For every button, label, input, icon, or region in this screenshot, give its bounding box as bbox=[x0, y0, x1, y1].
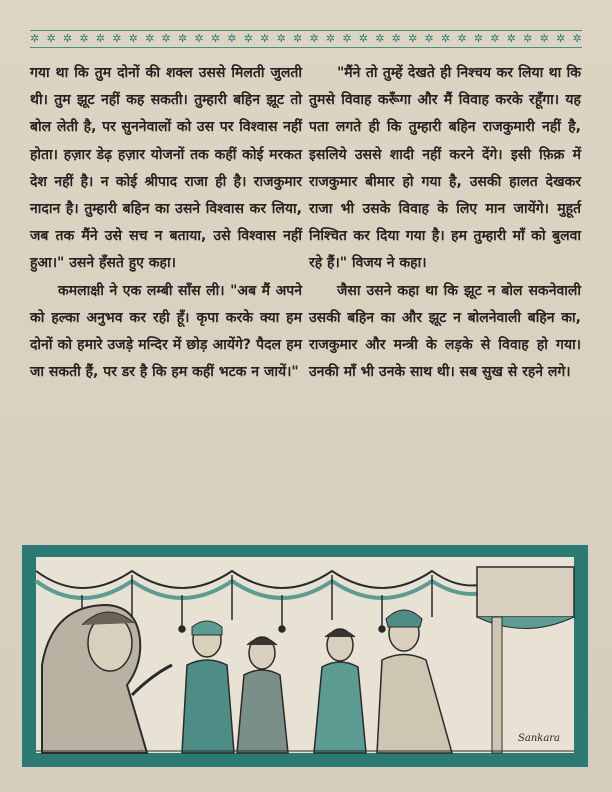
border-ornament: ✲ bbox=[276, 32, 286, 45]
border-ornament: ✲ bbox=[391, 32, 401, 45]
border-ornament: ✲ bbox=[325, 32, 336, 45]
border-ornament: ✲ bbox=[375, 32, 385, 45]
story-paragraph: जैसा उसने कहा था कि झूट न बोल सकनेवाली उसकी बहिन का और झूट न बोलनेवाली बहिन का, राजकुमार और मन्त्री के लड़के से विवाह हो गया। उनकी माँ भी उनके साथ थी। सब सुख से रहने लगे। bbox=[309, 282, 581, 381]
border-ornament: ✲ bbox=[112, 32, 122, 45]
illustration-drawing bbox=[22, 545, 588, 767]
border-ornament: ✲ bbox=[161, 32, 171, 45]
border-ornament: ✲ bbox=[572, 32, 582, 45]
border-ornament: ✲ bbox=[128, 32, 138, 45]
left-text-column bbox=[30, 60, 302, 530]
border-ornament: ✲ bbox=[440, 32, 451, 45]
border-ornament: ✲ bbox=[79, 32, 89, 45]
border-ornament: ✲ bbox=[408, 32, 418, 45]
border-ornament: ✲ bbox=[506, 32, 516, 45]
border-ornament: ✲ bbox=[260, 32, 270, 45]
border-ornament: ✲ bbox=[227, 32, 237, 45]
border-ornament: ✲ bbox=[490, 32, 500, 45]
border-ornament: ✲ bbox=[243, 32, 253, 45]
border-ornament: ✲ bbox=[523, 32, 533, 45]
border-ornament: ✲ bbox=[46, 32, 56, 45]
border-ornament: ✲ bbox=[556, 32, 566, 45]
border-ornament: ✲ bbox=[293, 32, 303, 45]
border-ornament: ✲ bbox=[473, 32, 484, 45]
right-text-column bbox=[309, 60, 581, 530]
story-paragraph: गया था कि तुम दोनों की शक्ल उससे मिलती जुलती थी। तुम झूट नहीं कह सकती। तुम्हारी बहिन झूट तो बोल लेती है, पर सुननेवालों को उस पर विश्वास नहीं होता। हज़ार डेढ़ हज़ार योजनों तक कहीं कोई मरकत देश नहीं है। न कोई श्रीपाद राजा ही है। राजकुमार नादान है। तुम्हारी बहिन का उसने विश्वास कर लिया, जब तक मैंने उसे सच न बताया, उसे विश्वास नहीं हुआ।" उसने हँसते हुए कहा। bbox=[30, 65, 302, 272]
border-ornament: ✲ bbox=[358, 32, 368, 45]
border-ornament: ✲ bbox=[95, 32, 105, 45]
border-ornament: ✲ bbox=[539, 32, 549, 45]
border-ornament: ✲ bbox=[30, 32, 40, 45]
border-ornament: ✲ bbox=[342, 32, 352, 45]
border-ornament: ✲ bbox=[457, 32, 467, 45]
border-ornament: ✲ bbox=[177, 32, 188, 45]
border-ornament: ✲ bbox=[194, 32, 204, 45]
artist-signature: Sankara bbox=[518, 733, 561, 744]
story-paragraph: कमलाक्षी ने एक लम्बी साँस ली। "अब मैं अपने को हल्का अनुभव कर रही हूँ। कृपा करके क्या हम दोनों को हमारे उजड़े मन्दिर में छोड़ आयेंगे? पैदल हम जा सकती हैं, पर डर है कि हम कहीं भटक न जायें।" bbox=[30, 282, 302, 381]
wedding-illustration bbox=[22, 545, 588, 767]
border-ornament: ✲ bbox=[62, 32, 73, 45]
story-paragraph: "मैंने तो तुम्हें देखते ही निश्चय कर लिया था कि तुमसे विवाह करूँगा और मैं विवाह करके रहूँगा। यह पता लगते ही कि तुम्हारी बहिन राजकुमारी नहीं है, इसलिये उससे शादी नहीं करने देंगे। इसी फ़िक्र में राजकुमार बीमार हो गया है, उसकी हालत देखकर राजा भी उसके विवाह के लिए मान जायेंगे। मुहूर्त निश्चित कर दिया गया है। हम तुम्हारी माँ को बुलवा रहे हैं।" विजय ने कहा। bbox=[309, 65, 581, 272]
border-ornament: ✲ bbox=[424, 32, 434, 45]
border-ornament: ✲ bbox=[309, 32, 319, 45]
decorative-border-strip bbox=[30, 30, 582, 48]
border-ornament: ✲ bbox=[210, 32, 221, 45]
border-ornament: ✲ bbox=[145, 32, 155, 45]
